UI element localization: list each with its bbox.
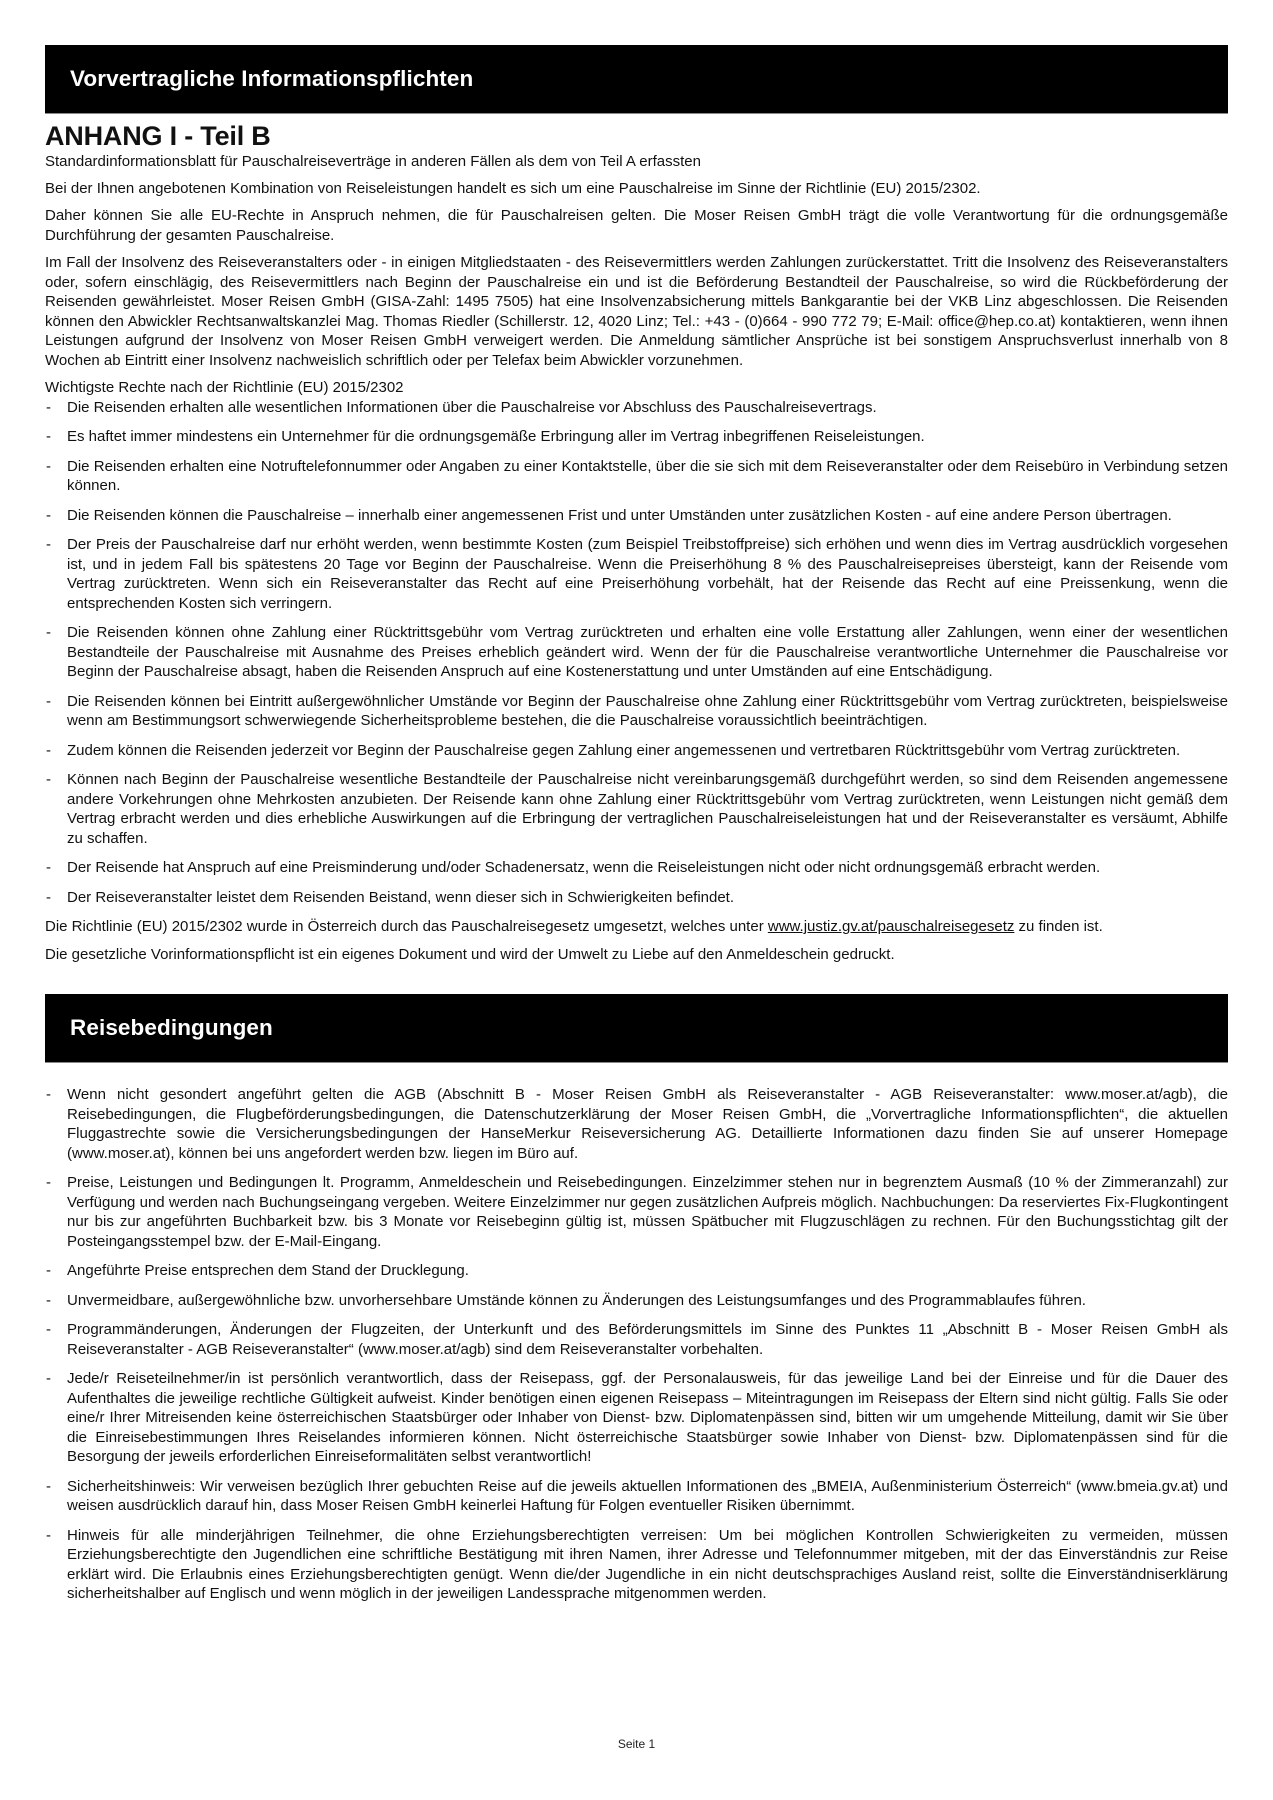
rights-list-item: - Die Reisenden erhalten alle wesentlichen Informationen über die Pauschalreise vor Abschluss des Pauschalreisevertrags.	[46, 398, 877, 416]
dash-bullet-icon: -	[46, 428, 51, 445]
dash-bullet-icon: -	[46, 888, 51, 906]
dash-bullet-icon: -	[46, 1291, 51, 1309]
section-title: Vorvertragliche Informationspflichten	[70, 66, 474, 91]
section-header-vorvertragliche-informationspflichten	[45, 45, 1228, 114]
dash-bullet-icon: -	[46, 1477, 51, 1495]
dash-bullet-icon: -	[46, 457, 51, 475]
dash-bullet-icon: -	[46, 1174, 51, 1191]
conditions-list-item: - Jede/r Reiseteilnehmer/in ist persönlich verantwortlich, dass der Reisepass, ggf. der Personalausweis, für das jeweilige Land bei der Einreise und für die Dauer des Aufenthaltes die jeweilige rechtliche Gültigkeit aufweist. Kinder benötigen einen eigenen Reisepass – Miteintragungen im Reisepass der Eltern sind nicht gültig. Falls Sie oder eine/r Ihrer Mitreisenden keine österreichischen Staatsbürger oder Inhaber von Dienst- bzw. Diplomatenpässen sind, bitten wir um umgehende Mitteilung, damit wir Sie über die Einreisebestimmungen Ihres Reiselandes informieren können. Nicht österreichische Staatsbürger sowie Inhaber von Dienst- bzw. Diplomatenpässen sind für die Besorgung der jeweils erforderlichen Einreiseformalitäten selbst verantwortlich!	[46, 1370, 1228, 1465]
rights-list-item: - Die Reisenden können ohne Zahlung einer Rücktrittsgebühr vom Vertrag zurücktreten und erhalten eine volle Erstattung aller Zahlungen, wenn einer der wesentlichen Bestandteile der Pauschalreise mit Ausnahme des Preises erheblich geändert wird. Wenn der für die Pauschalreise verantwortliche Unternehmer die Pauschalreise vor Beginn der Pauschalreise absagt, haben die Reisenden Anspruch auf eine Kostenerstattung und unter Umständen auf eine Entschädigung.	[46, 624, 1228, 680]
dash-bullet-icon: -	[46, 692, 51, 710]
justiz-law-link[interactable]: www.justiz.gv.at/pauschalreisegesetz	[767, 918, 1015, 935]
closing-paragraph: Die gesetzliche Vorinformationspflicht ist ein eigenes Dokument und wird der Umwelt zu Liebe auf den Anmeldeschein gedruckt.	[45, 945, 895, 963]
rights-list-item: - Können nach Beginn der Pauschalreise wesentliche Bestandteile der Pauschalreise nicht vereinbarungsgemäß durchgeführt werden, so sind dem Reisenden angemessene andere Vorkehrungen ohne Mehrkosten anzubieten. Der Reisende kann ohne Zahlung einer Rücktrittsgebühr vom Vertrag zurücktreten, wenn Leistungen nicht gemäß dem Vertrag erbracht werden und dies erhebliche Auswirkungen auf die Erbringung der vertraglichen Pauschalreiseleistungen hat und der Reiseveranstalter es versäumt, Abhilfe zu schaffen.	[46, 771, 1228, 847]
annex-subtitle: Standardinformationsblatt für Pauschalreiseverträge in anderen Fällen als dem von Teil A erfassten	[45, 153, 701, 170]
law-reference-paragraph: Die Richtlinie (EU) 2015/2302 wurde in Österreich durch das Pauschalreisegesetz umgesetzt, welches unter www.justiz.gv.at/pauschalreisegesetz zu finden ist.	[45, 918, 1103, 935]
dash-bullet-icon: -	[46, 741, 51, 759]
rights-list-item: - Zudem können die Reisenden jederzeit vor Beginn der Pauschalreise gegen Zahlung einer angemessenen und vertretbaren Rücktrittsgebühr vom Vertrag zurücktreten.	[46, 741, 1181, 759]
rights-list	[45, 398, 1228, 908]
insolvency-paragraph: Im Fall der Insolvenz des Reiseveranstalters oder - in einigen Mitgliedstaaten - des Reisevermittlers werden Zahlungen zurückerstattet. Tritt die Insolvenz des Reiseveranstalters oder, sofern einschlägig, des Reisevermittlers nach Beginn der Pauschalreise ein und ist die Beförderung Bestandteil der Pauschalreise, so wird die Rückbeförderung der Reisenden gewährleistet. Moser Reisen GmbH (GISA-Zahl: 1495 7505) hat eine Insolvenzabsicherung mittels Bankgarantie bei der VKB Linz abgeschlossen. Die Reisenden können den Abwickler Rechtsanwaltskanzlei Mag. Thomas Riedler (Schillerstr. 12, 4020 Linz; Tel.: +43 - (0)664 - 990 772 79; E-Mail: office@hep.co.at) kontaktieren, wenn ihnen Leistungen aufgrund der Insolvenz von Moser Reisen GmbH verweigert werden. Die Anmeldung sämtlicher Ansprüche ist bei sonstigem Anspruchsverlust innerhalb von 8 Wochen ab Eintritt einer Insolvenz nachweislich schriftlich oder per Telefax beim Abwickler vorzunehmen.	[45, 254, 1228, 369]
conditions-list-item: - Angeführte Preise entsprechen dem Stand der Drucklegung.	[46, 1262, 469, 1279]
rights-list-item: - Der Reisende hat Anspruch auf eine Preisminderung und/oder Schadenersatz, wenn die Reiseleistungen nicht oder nicht ordnungsgemäß erbracht werden.	[46, 859, 1101, 876]
dash-bullet-icon: -	[46, 859, 51, 876]
rights-heading: Wichtigste Rechte nach der Richtlinie (EU) 2015/2302	[45, 379, 404, 396]
rights-list-item: - Der Reiseveranstalter leistet dem Reisenden Beistand, wenn dieser sich in Schwierigkeiten befindet.	[46, 888, 735, 906]
dash-bullet-icon: -	[46, 506, 51, 524]
document-page	[45, 45, 1228, 1614]
intro-paragraph: Bei der Ihnen angebotenen Kombination von Reiseleistungen handelt es sich um eine Pauschalreise im Sinne der Richtlinie (EU) 2015/2302.	[45, 179, 981, 197]
conditions-list-item: - Wenn nicht gesondert angeführt gelten die AGB (Abschnitt B - Moser Reisen GmbH als Reiseveranstalter - AGB Reiseveranstalter: www.moser.at/agb), die Reisebedingungen, die Flugbeförderungsbedingungen, die Datenschutzerklärung der Moser Reisen GmbH, die „Vorvertragliche Informationspflichten“, die aktuellen Fluggastrechte sowie die Versicherungsbedingungen der HanseMerkur Reiseversicherung AG. Detaillierte Informationen dazu finden Sie auf unserer Homepage (www.moser.at), können bei uns angefordert werden bzw. liegen im Büro auf.	[46, 1086, 1228, 1162]
dash-bullet-icon: -	[46, 1321, 51, 1338]
section-title: Reisebedingungen	[70, 1015, 273, 1040]
conditions-list-item: - Preise, Leistungen und Bedingungen lt. Programm, Anmeldeschein und Reisebedingungen. Einzelzimmer stehen nur in begrenztem Ausmaß (10 % der Zimmeranzahl) zur Verfügung und werden nach Buchungseingang vergeben. Weitere Einzelzimmer nur gegen zusätzlichen Aufpreis möglich. Nachbuchungen: Da reserviertes Fix-Flugkontingent nur bis zur angeführten Buchbarkeit bzw. bis 3 Monate vor Reisebeginn gültig ist, müssen Spätbucher mit Flugzuschlägen zu rechnen. Für den Buchungsstichtag gilt der Posteingangsstempel bzw. der E-Mail-Eingang.	[46, 1174, 1228, 1250]
rights-list-item: - Die Reisenden können die Pauschalreise – innerhalb einer angemessenen Frist und unter Umständen unter zusätzlichen Kosten - auf eine andere Person übertragen.	[46, 506, 1172, 524]
dash-bullet-icon: -	[46, 536, 51, 553]
annex-title: ANHANG I - Teil B	[45, 121, 271, 151]
conditions-list	[45, 1085, 1228, 1604]
conditions-list-item: - Unvermeidbare, außergewöhnliche bzw. unvorhersehbare Umstände können zu Änderungen des Leistungsumfanges und des Programmablaufes führen.	[46, 1291, 1086, 1309]
rights-list-item: - Es haftet immer mindestens ein Unternehmer für die ordnungsgemäße Erbringung aller im Vertrag inbegriffenen Reiseleistungen.	[46, 428, 925, 445]
eu-rights-paragraph: Daher können Sie alle EU-Rechte in Anspruch nehmen, die für Pauschalreisen gelten. Die Moser Reisen GmbH trägt die volle Verantwortung für die ordnungsgemäße Durchführung der gesamten Pauschalreise.	[45, 207, 1228, 244]
conditions-list-item: - Hinweis für alle minderjährigen Teilnehmer, die ohne Erziehungsberechtigten verreisen: Um bei möglichen Kontrollen Schwierigkeiten zu vermeiden, müssen Erziehungsberechtigte den Jugendlichen eine schriftliche Bestätigung mit ihren Namen, ihrer Adresse und Telefonnummer mitgeben, mit der das Einverständnis zur Reise erklärt wird. Die Erlaubnis eines Erziehungsberechtigten genügt. Wenn die/der Jugendliche in ein nicht deutschsprachiges Ausland reist, sollte die Einverständniserklärung sicherheitshalber auf Englisch und wenn möglich in der jeweiligen Landessprache mitgenommen werden.	[46, 1526, 1228, 1602]
conditions-list-item: - Sicherheitshinweis: Wir verweisen bezüglich Ihrer gebuchten Reise auf die jeweils aktuellen Informationen des „BMEIA, Außenministerium Österreich“ (www.bmeia.gv.at) und weisen ausdrücklich darauf hin, dass Moser Reisen GmbH keinerlei Haftung für Folgen eventueller Risiken übernimmt.	[46, 1477, 1228, 1514]
rights-list-item: - Die Reisenden können bei Eintritt außergewöhnlicher Umstände vor Beginn der Pauschalreise ohne Zahlung einer Rücktrittsgebühr vom Vertrag zurücktreten, beispielsweise wenn am Bestimmungsort schwerwiegende Sicherheitsprobleme bestehen, die die Pauschalreise voraussichtlich beeinträchtigen.	[46, 692, 1228, 729]
rights-list-item: - Der Preis der Pauschalreise darf nur erhöht werden, wenn bestimmte Kosten (zum Beispiel Treibstoffpreise) sich erhöhen und wenn dies im Vertrag ausdrücklich vorgesehen ist, und in jedem Fall bis spätestens 20 Tage vor Beginn der Pauschalreise. Wenn die Preiserhöhung 8 % des Pauschalreisepreises übersteigt, kann der Reisende vom Vertrag zurücktreten. Wenn sich ein Reiseveranstalter das Recht auf eine Preiserhöhung vorbehält, hat der Reisende das Recht auf eine Preissenkung, wenn die entsprechenden Kosten sich verringern.	[46, 536, 1228, 612]
dash-bullet-icon: -	[46, 1526, 51, 1544]
dash-bullet-icon: -	[46, 1370, 51, 1387]
dash-bullet-icon: -	[46, 771, 51, 788]
conditions-list-item: - Programmänderungen, Änderungen der Flugzeiten, der Unterkunft und des Beförderungsmittels im Sinne des Punktes 11 „Abschnitt B - Moser Reisen GmbH als Reiseveranstalter - AGB Reiseveranstalter“ (www.moser.at/agb) sind dem Reiseveranstalter vorbehalten.	[46, 1321, 1228, 1358]
dash-bullet-icon: -	[46, 1262, 51, 1279]
section-header-reisebedingungen	[45, 994, 1228, 1063]
dash-bullet-icon: -	[46, 624, 51, 641]
dash-bullet-icon: -	[46, 1086, 51, 1103]
rights-list-item: - Die Reisenden erhalten eine Notruftelefonnummer oder Angaben zu einer Kontaktstelle, über die sie sich mit dem Reiseveranstalter oder dem Reisebüro in Verbindung setzen können.	[46, 457, 1228, 494]
page-number: Seite 1	[617, 1737, 656, 1751]
dash-bullet-icon: -	[46, 398, 51, 416]
